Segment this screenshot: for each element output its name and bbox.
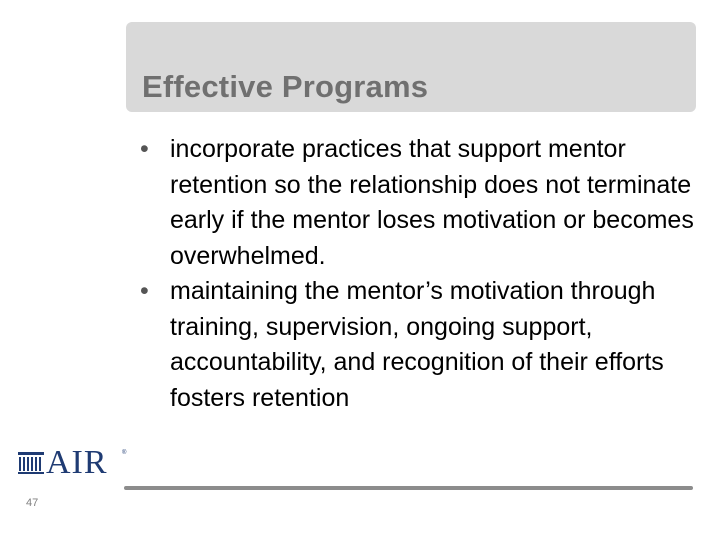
bullet-item — [140, 274, 700, 416]
air-logo — [18, 444, 127, 481]
slide-title: Effective Programs — [142, 69, 429, 104]
page-number: 47 — [26, 497, 39, 509]
bullet-item — [140, 132, 700, 274]
logo-text: AIR — [46, 444, 108, 481]
bullet-text: maintaining the mentor’s motivation through training, supervision, ongoing support, accountability, and recognition of their efforts fosters retention — [170, 277, 664, 412]
title-bar — [126, 22, 696, 112]
footer-divider — [124, 486, 693, 490]
air-building-icon — [18, 452, 44, 474]
bullet-text: incorporate practices that support mentor retention so the relationship does not terminate early if the mentor loses motivation or becomes overwhelmed. — [170, 135, 694, 270]
bullet-list — [140, 132, 700, 416]
bullet-marker: • — [140, 135, 149, 163]
logo-trademark: ® — [122, 450, 127, 456]
bullet-marker: • — [140, 277, 149, 305]
